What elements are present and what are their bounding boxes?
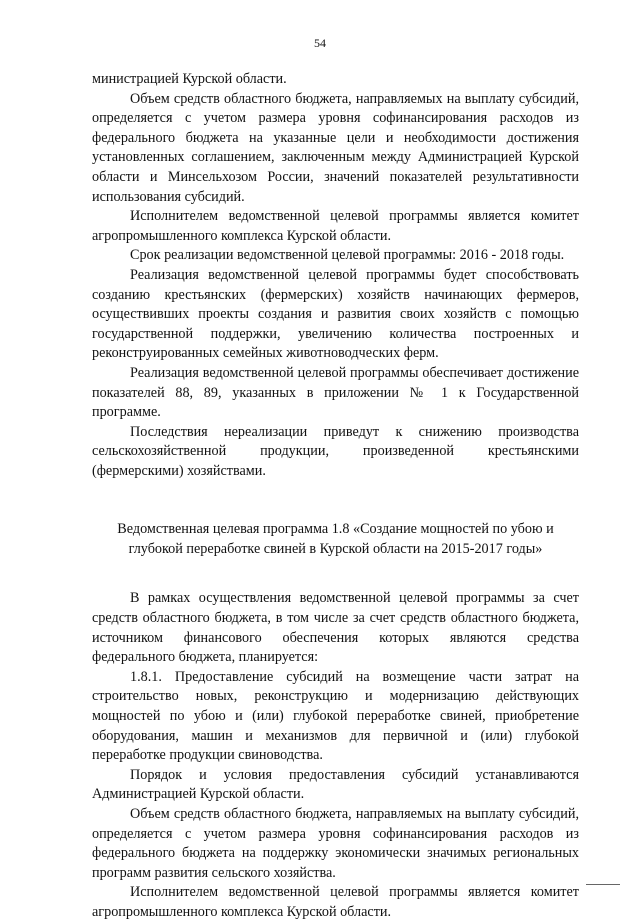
document-body [92,70,579,923]
paragraph: Порядок и условия предоставления субсидий устанавливаются Администрацией Курской области. [92,766,579,803]
paragraph: 1.8.1. Предоставление субсидий на возмещение части затрат на строительство новых, реконструкцию и модернизацию действующих мощностей по убою и (или) глубокой переработке свиней, приобретение оборудования, машин и механизмов для первичной и (или) глубокой переработке продукции свиноводства. [92,668,579,764]
paragraph-continuation: министрацией Курской области. [92,71,287,87]
paragraph: Реализация ведомственной целевой программы обеспечивает достижение показателей 88, 89, указанных в приложении № 1 к Государственной программе. [92,364,579,421]
page-number: 54 [314,36,326,50]
paragraph: Объем средств областного бюджета, направляемых на выплату субсидий, определяется с учетом размера уровня софинансирования расходов из федерального бюджета на поддержку экономически значимых региональных программ развития сельского хозяйства. [92,806,579,881]
section-heading-line: Ведомственная целевая программа 1.8 «Создание мощностей по убою и [117,521,554,538]
paragraph: В рамках осуществления ведомственной целевой программы за счет средств областного бюджета, в том числе за счет средств областного бюджета, источником финансового обеспечения которых являются средства федерального бюджета, планируется: [92,590,579,666]
scan-mark [586,884,620,885]
section-heading-line: глубокой переработке свиней в Курской области на 2015-2017 годы» [128,541,543,558]
paragraph: Исполнителем ведомственной целевой программы является комитет агропромышленного комплекса Курской области. [92,208,579,244]
paragraph: Последствия нереализации приведут к снижению производства сельскохозяйственной продукции, произведенной крестьянскими (фермерскими) хозяйствами. [92,423,579,479]
paragraph: Исполнителем ведомственной целевой программы является комитет агропромышленного комплекса Курской области. [92,884,579,920]
paragraph: Объем средств областного бюджета, направляемых на выплату субсидий, определяется с учетом размера уровня софинансирования расходов из федерального бюджета на указанные цели и необходимости достижения установленных соглашением, заключенным между Администрацией Курской области и Минсельхозом России, значений показателей результативности использования субсидий. [92,90,579,205]
section-heading [92,519,579,559]
paragraph: Срок реализации ведомственной целевой программы: 2016 - 2018 годы. [130,247,565,264]
paragraph: Реализация ведомственной целевой программы будет способствовать созданию крестьянских (фермерских) хозяйств начинающих фермеров, осуществивших проекты создания и развития своих хозяйств с помощью государственной поддержки, увеличению количества построенных и реконструированных семейных животноводческих ферм. [92,266,579,362]
